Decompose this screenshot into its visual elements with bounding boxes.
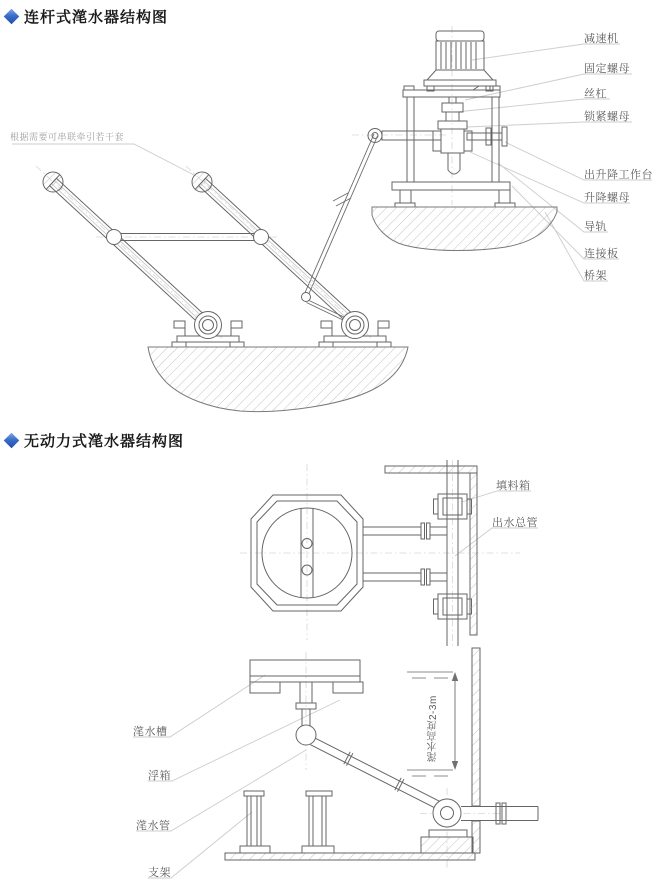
- lock-nut-label: 锁紧螺母: [584, 111, 630, 123]
- lifting-nut-label: 升降螺母: [584, 192, 630, 204]
- decant-height-dimension: 滗水高度2-3m: [428, 695, 439, 762]
- rod-type-decanter-drawing: [12, 26, 652, 412]
- guide-rail-label: 导轨: [584, 221, 607, 233]
- fixed-nut-label: 固定螺母: [584, 63, 630, 75]
- decant-pipe-label: 滗水管: [136, 820, 171, 832]
- diamond-bullet-icon: [4, 433, 20, 449]
- decant-trough-label: 滗水槽: [133, 726, 168, 738]
- float-box-label: 浮箱: [148, 770, 171, 782]
- support-frame-label: 支架: [148, 867, 171, 879]
- series-towing-note: 根据需要可串联牵引若干套: [10, 132, 125, 142]
- reducer-label: 减速机: [584, 33, 619, 45]
- non-powered-decanter-drawing: [133, 460, 538, 878]
- diamond-bullet-icon: [4, 9, 20, 25]
- section2-title-text: 无动力式滗水器结构图: [24, 433, 185, 450]
- connecting-plate-label: 连接板: [584, 248, 619, 260]
- outlet-main-pipe-label: 出水总管: [492, 517, 538, 529]
- section2-title: [6, 430, 184, 451]
- section1-title-text: 连杆式滗水器结构图: [24, 9, 169, 26]
- lifting-platform-label: 出升降工作台: [584, 169, 653, 181]
- section1-title: [6, 6, 168, 27]
- packing-box-label: 填料箱: [496, 480, 531, 492]
- lead-screw-label: 丝杠: [584, 88, 607, 100]
- bridge-frame-label: 桥架: [584, 270, 607, 282]
